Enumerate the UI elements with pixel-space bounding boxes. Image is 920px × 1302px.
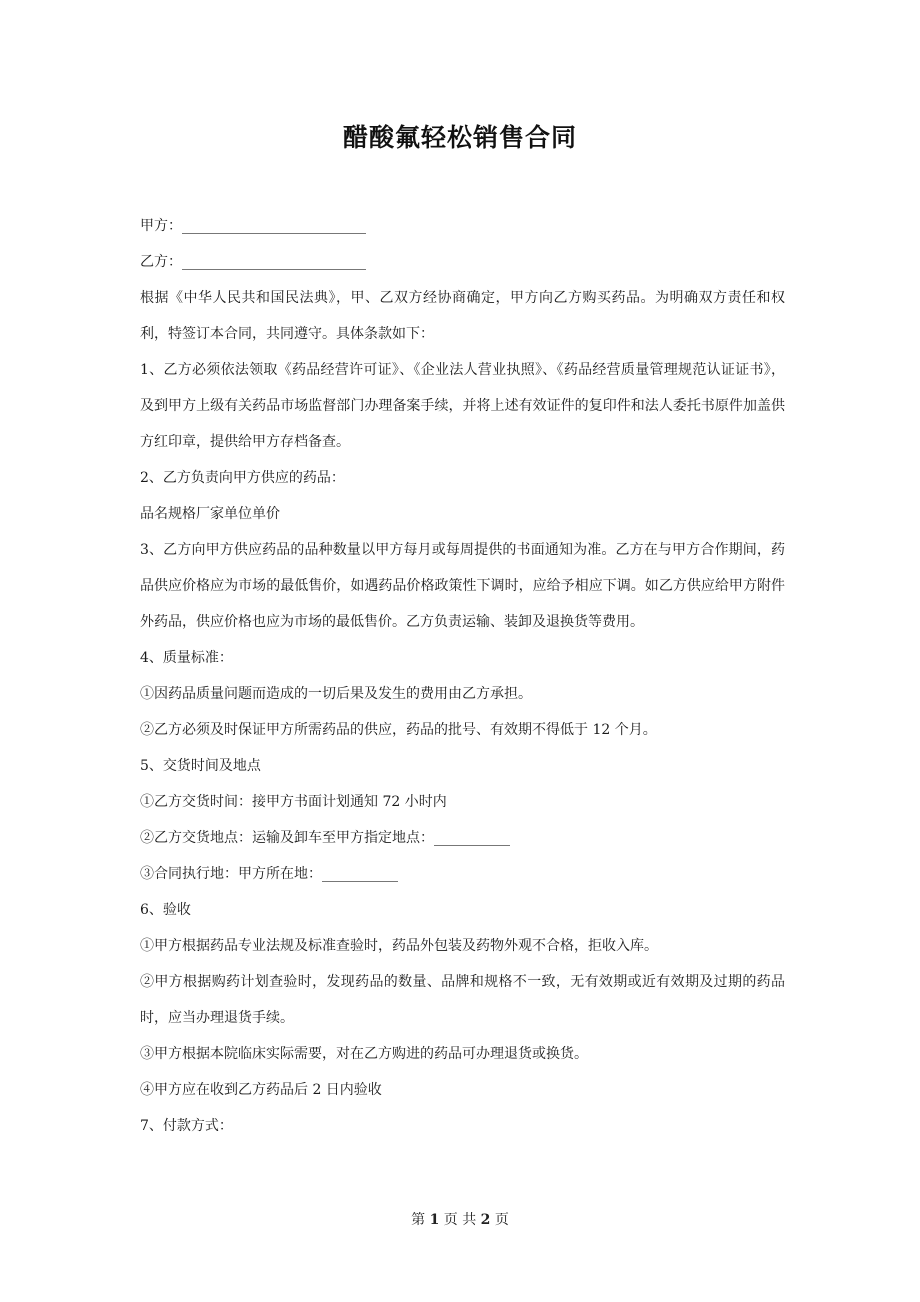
clause-5-2-line (140, 826, 785, 850)
total-pages-number: 2 (480, 1212, 491, 1228)
clause-5: 5、交货时间及地点 (140, 758, 261, 774)
party-b-label: 乙方： (140, 254, 182, 270)
execution-location-blank[interactable] (322, 865, 398, 882)
page-footer (0, 1209, 920, 1229)
clause-5-1: ①乙方交货时间：接甲方书面计划通知 72 小时内 (140, 794, 447, 810)
clause-4-1: ①因药品质量问题而造成的一切后果及发生的费用由乙方承担。 (140, 686, 532, 702)
clause-7: 7、付款方式： (140, 1118, 233, 1134)
clause-4: 4、质量标准： (140, 650, 233, 666)
party-a-label: 甲方： (140, 218, 182, 234)
document-body (140, 214, 785, 1150)
party-b-blank[interactable] (182, 253, 366, 270)
footer-mid: 页 共 (443, 1212, 477, 1228)
footer-suffix: 页 (494, 1212, 509, 1228)
delivery-location-blank[interactable] (434, 829, 510, 846)
clause-6-2: ②甲方根据购药计划查验时，发现药品的数量、品牌和规格不一致，无有效期或近有效期及过期的药品时，应当办理退货手续。 (140, 974, 785, 1026)
clause-5-3: ③合同执行地：甲方所在地： (140, 866, 322, 882)
party-b-line (140, 250, 785, 274)
footer-prefix: 第 (411, 1212, 426, 1228)
clause-6-4: ④甲方应在收到乙方药品后 2 日内验收 (140, 1082, 382, 1098)
clause-1: 1、乙方必须依法领取《药品经营许可证》、《企业法人营业执照》、《药品经营质量管理规范认证证书》，及到甲方上级有关药品市场监督部门办理备案手续，并将上述有效证件的复印件和法人委托书原件加盖供方红印章，提供给甲方存档备查。 (140, 362, 785, 450)
party-a-blank[interactable] (182, 217, 366, 234)
clause-2: 2、乙方负责向甲方供应的药品： (140, 470, 345, 486)
clause-6-1: ①甲方根据药品专业法规及标准查验时，药品外包装及药物外观不合格，拒收入库。 (140, 938, 658, 954)
intro-paragraph: 根据《中华人民共和国民法典》，甲、乙双方经协商确定，甲方向乙方购买药品。为明确双方责任和权利，特签订本合同，共同遵守。具体条款如下： (140, 290, 785, 342)
clause-5-3-line (140, 862, 785, 886)
current-page-number: 1 (429, 1212, 440, 1228)
clause-6-3: ③甲方根据本院临床实际需要，对在乙方购进的药品可办理退货或换货。 (140, 1046, 588, 1062)
clause-5-2: ②乙方交货地点：运输及卸车至甲方指定地点： (140, 830, 434, 846)
clause-3: 3、乙方向甲方供应药品的品种数量以甲方每月或每周提供的书面通知为准。乙方在与甲方合作期间，药品供应价格应为市场的最低售价，如遇药品价格政策性下调时，应给予相应下调。如乙方供应给甲方附件外药品，供应价格也应为市场的最低售价。乙方负责运输、装卸及退换货等费用。 (140, 542, 785, 630)
clause-6: 6、验收 (140, 902, 191, 918)
document-title: 醋酸氟轻松销售合同 (342, 123, 577, 152)
medicine-table-header: 品名规格厂家单位单价 (140, 506, 280, 522)
party-a-line (140, 214, 785, 238)
clause-4-2: ②乙方必须及时保证甲方所需药品的供应，药品的批号、有效期不得低于 12 个月。 (140, 722, 657, 738)
